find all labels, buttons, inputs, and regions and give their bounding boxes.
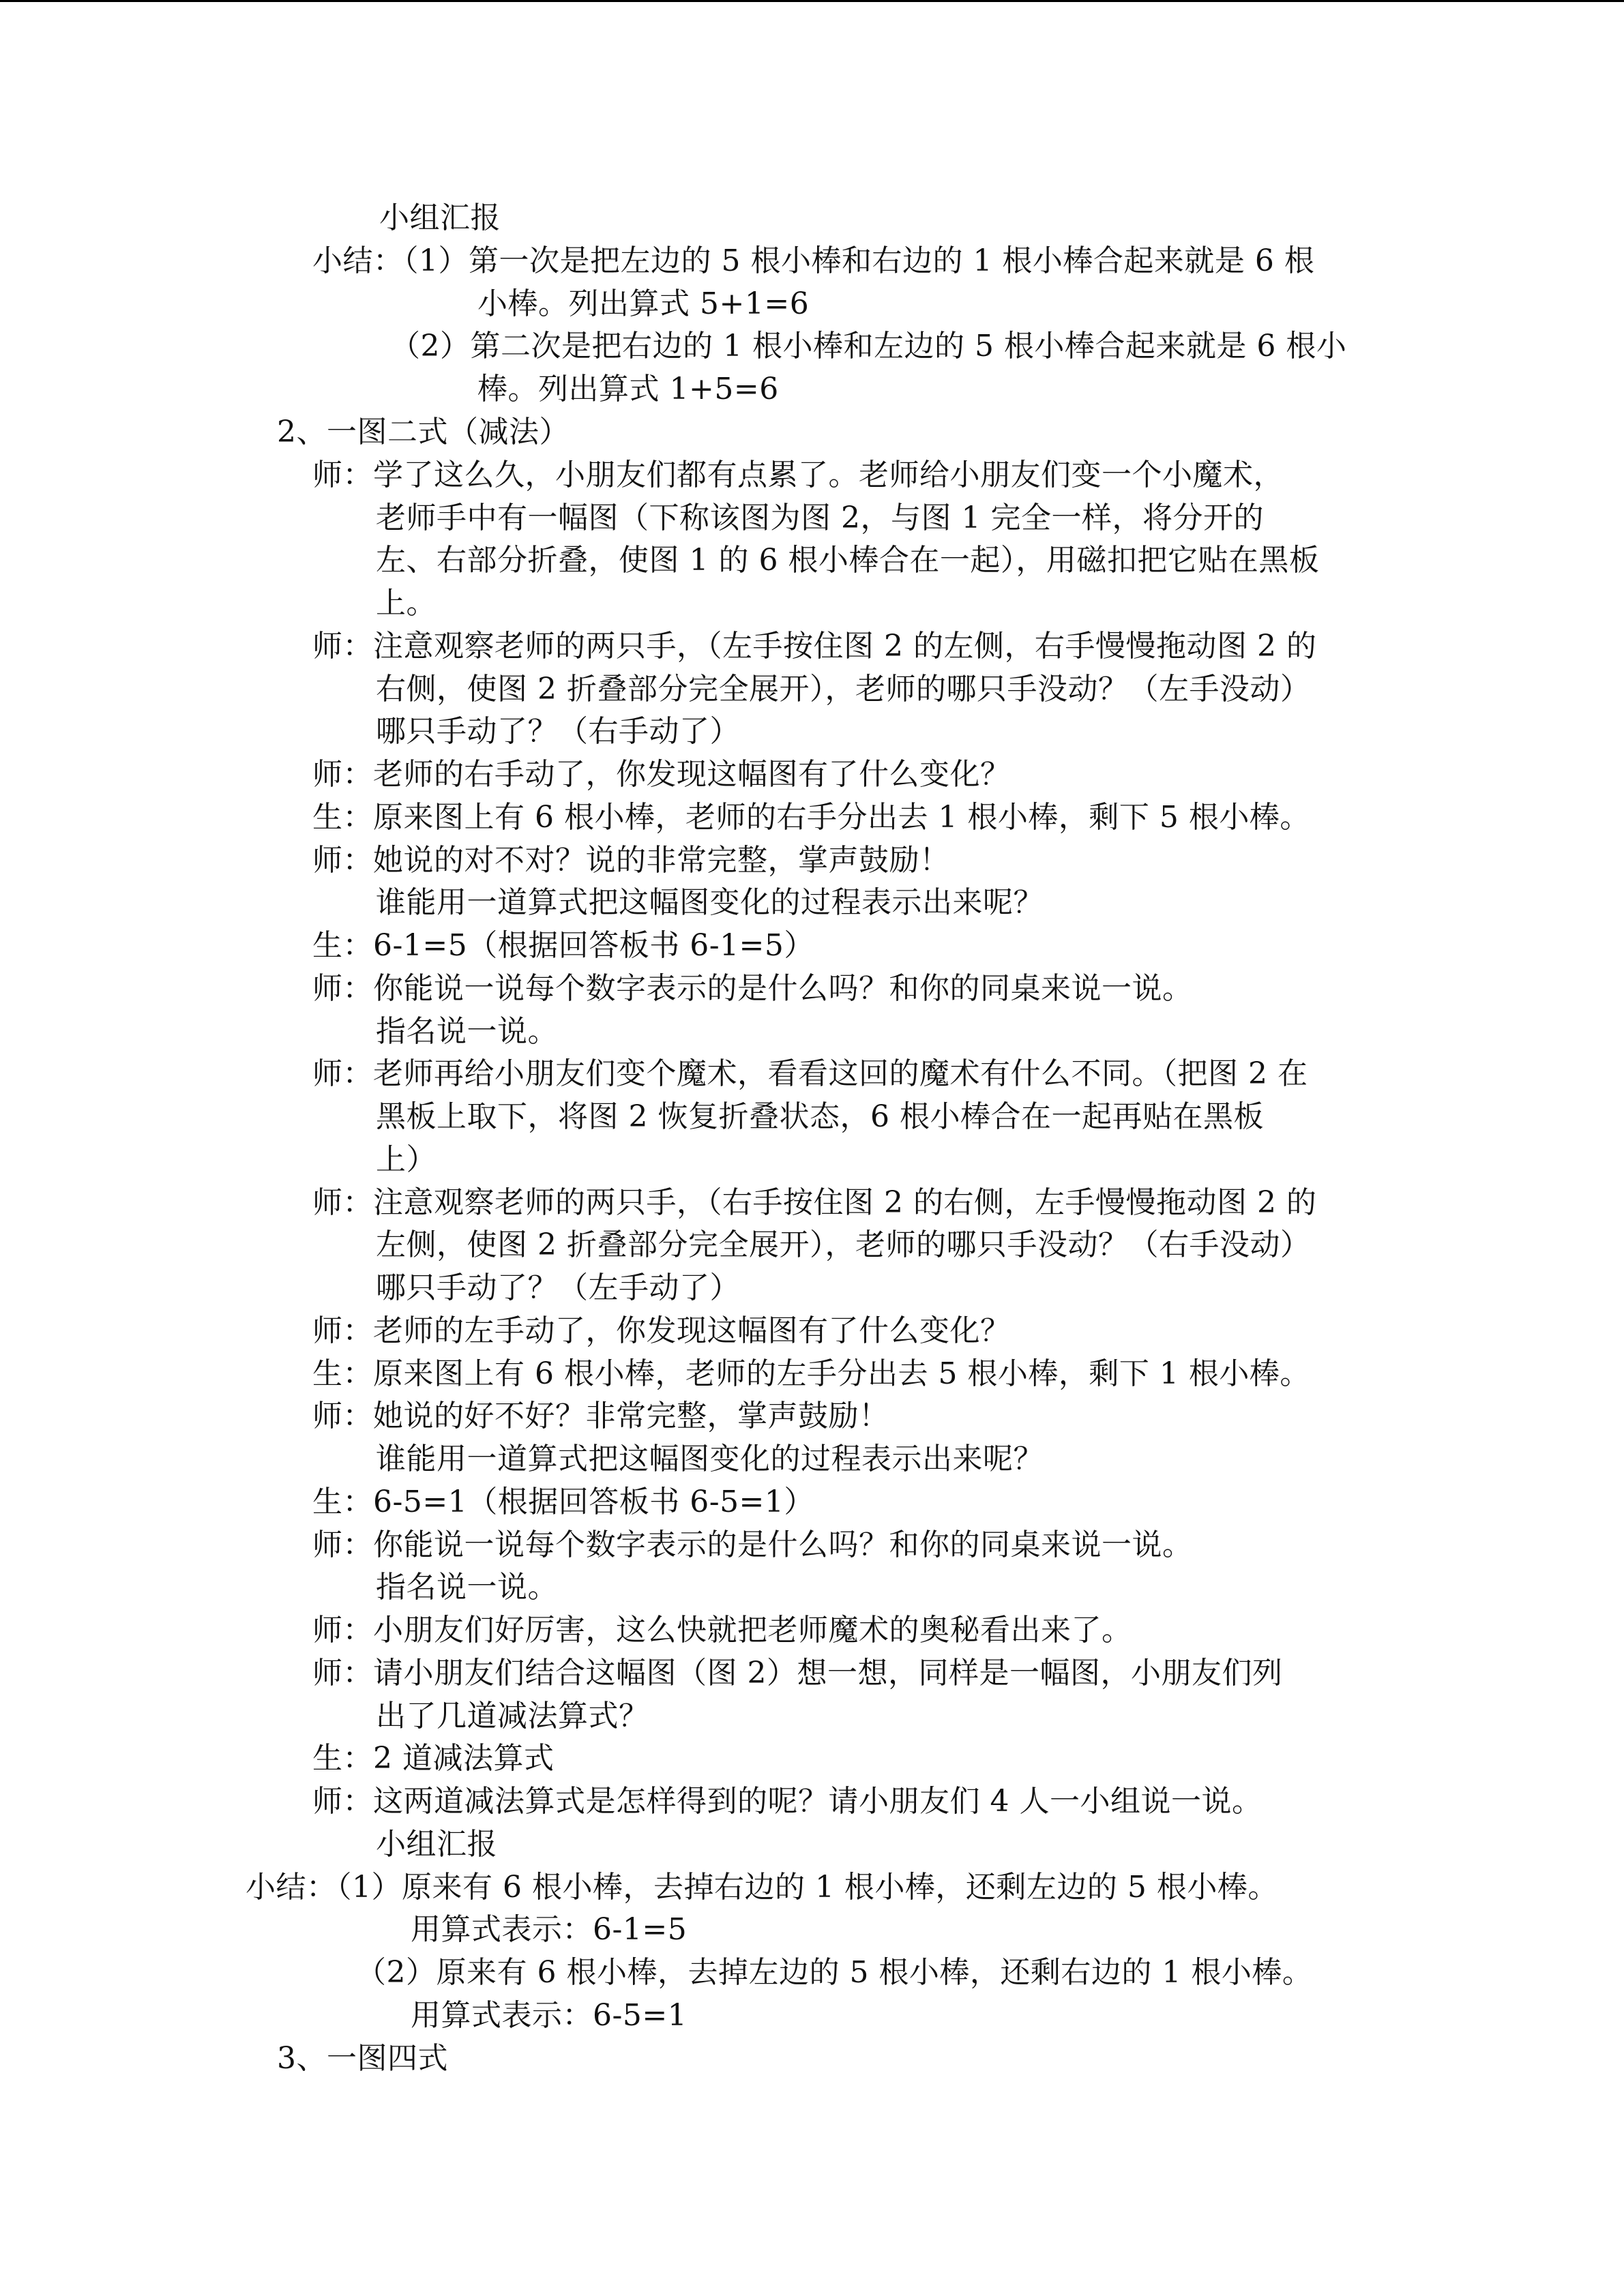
text-line: （2）原来有 6 根小棒，去掉左边的 5 根小棒，还剩右边的 1 根小棒。 bbox=[356, 1955, 1313, 1990]
text-line: （2）第二次是把右边的 1 根小棒和左边的 5 根小棒合起来就是 6 根小 bbox=[390, 329, 1347, 363]
text-line: 师：她说的好不好？非常完整，掌声鼓励！ bbox=[312, 1399, 889, 1433]
text-line: 师：你能说一说每个数字表示的是什么吗？和你的同桌来说一说。 bbox=[312, 1527, 1193, 1562]
text-line: 谁能用一道算式把这幅图变化的过程表示出来呢？ bbox=[376, 885, 1044, 920]
text-line: 用算式表示：6-5=1 bbox=[411, 1998, 688, 2033]
text-line: 师：老师的右手动了，你发现这幅图有了什么变化？ bbox=[312, 757, 1011, 792]
section-heading: 2、一图二式（减法） bbox=[277, 415, 570, 449]
text-line: 小组汇报 bbox=[379, 200, 501, 235]
text-line: 右侧，使图 2 折叠部分完全展开），老师的哪只手没动？（左手没动） bbox=[376, 672, 1311, 706]
text-line: 师：小朋友们好厉害，这么快就把老师魔术的奥秘看出来了。 bbox=[312, 1613, 1132, 1648]
text-line: 出了几道减法算式？ bbox=[376, 1699, 649, 1733]
text-line: 左、右部分折叠，使图 1 的 6 根小棒合在一起），用磁扣把它贴在黑板 bbox=[376, 543, 1320, 578]
text-line: 生：原来图上有 6 根小棒，老师的左手分出去 5 根小棒，剩下 1 根小棒。 bbox=[312, 1356, 1310, 1391]
text-line: 师：老师的左手动了，你发现这幅图有了什么变化？ bbox=[312, 1313, 1011, 1348]
text-line: 指名说一说。 bbox=[376, 1014, 558, 1049]
text-line: 棒。列出算式 1+5=6 bbox=[477, 372, 779, 406]
text-line: 小结：（1）原来有 6 根小棒，去掉右边的 1 根小棒，还剩左边的 5 根小棒。 bbox=[246, 1870, 1278, 1905]
text-line: 黑板上取下，将图 2 恢复折叠状态，6 根小棒合在一起再贴在黑板 bbox=[376, 1099, 1264, 1134]
text-line: 师：她说的对不对？说的非常完整，掌声鼓励！ bbox=[312, 843, 950, 878]
text-line: 生：原来图上有 6 根小棒，老师的右手分出去 1 根小棒，剩下 5 根小棒。 bbox=[312, 800, 1310, 835]
text-line: 指名说一说。 bbox=[376, 1570, 558, 1605]
text-line: 小棒。列出算式 5+1=6 bbox=[477, 286, 810, 321]
text-line: 哪只手动了？（右手动了） bbox=[376, 714, 740, 749]
text-line: 左侧，使图 2 折叠部分完全展开），老师的哪只手没动？（右手没动） bbox=[376, 1227, 1311, 1262]
text-line: 用算式表示：6-1=5 bbox=[411, 1912, 688, 1947]
text-line: 师：请小朋友们结合这幅图（图 2）想一想，同样是一幅图，小朋友们列 bbox=[312, 1656, 1283, 1690]
text-line: 小结：（1）第一次是把左边的 5 根小棒和右边的 1 根小棒合起来就是 6 根 bbox=[312, 243, 1315, 278]
text-line: 师：注意观察老师的两只手，（右手按住图 2 的右侧，左手慢慢拖动图 2 的 bbox=[312, 1185, 1317, 1220]
text-line: 老师手中有一幅图（下称该图为图 2，与图 1 完全一样，将分开的 bbox=[376, 501, 1264, 535]
text-line: 师：注意观察老师的两只手，（左手按住图 2 的左侧，右手慢慢拖动图 2 的 bbox=[312, 629, 1317, 664]
text-line: 生：2 道减法算式 bbox=[312, 1741, 555, 1776]
text-line: 上） bbox=[376, 1142, 437, 1177]
text-line: 上。 bbox=[376, 586, 437, 621]
text-line: 师：学了这么久，小朋友们都有点累了。老师给小朋友们变一个小魔术， bbox=[312, 458, 1284, 492]
text-line: 生：6-5=1（根据回答板书 6-5=1） bbox=[312, 1485, 814, 1519]
text-line: 生：6-1=5（根据回答板书 6-1=5） bbox=[312, 928, 814, 963]
text-line: 谁能用一道算式把这幅图变化的过程表示出来呢？ bbox=[376, 1442, 1044, 1476]
text-line: 师：你能说一说每个数字表示的是什么吗？和你的同桌来说一说。 bbox=[312, 971, 1193, 1006]
text-line: 师：老师再给小朋友们变个魔术，看看这回的魔术有什么不同。（把图 2 在 bbox=[312, 1056, 1308, 1091]
text-line: 小组汇报 bbox=[376, 1827, 497, 1862]
section-heading: 3、一图四式 bbox=[277, 2041, 448, 2076]
text-line: 哪只手动了？（左手动了） bbox=[376, 1270, 740, 1305]
text-line: 师：这两道减法算式是怎样得到的呢？请小朋友们 4 人一小组说一说。 bbox=[312, 1784, 1263, 1819]
